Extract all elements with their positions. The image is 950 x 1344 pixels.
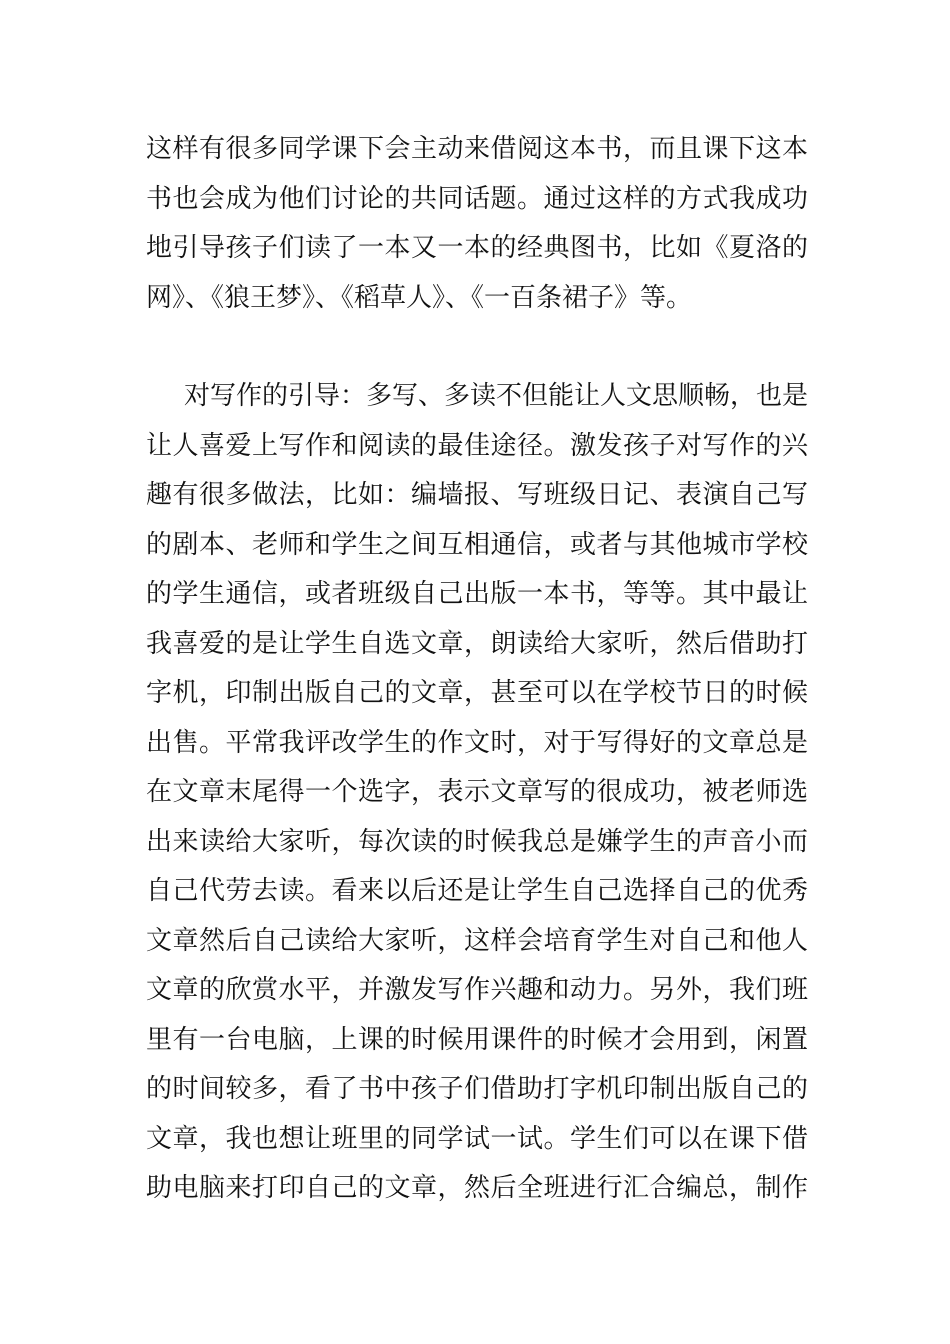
text-line: 让人喜爱上写作和阅读的最佳途径。激发孩子对写作的兴 [146, 430, 808, 461]
text-line: 我喜爱的是让学生自选文章，朗读给大家听，然后借助打 [146, 628, 808, 659]
text-line: 助电脑来打印自己的文章，然后全班进行汇合编总，制作 [146, 1173, 808, 1203]
text-line: 文章然后自己读给大家听，这样会培育学生对自己和他人 [146, 925, 808, 956]
text-line: 这样有很多同学课下会主动来借阅这本书，而且课下这本 [146, 134, 808, 164]
paragraph-reading-books [146, 125, 808, 323]
paragraph-writing-guidance [146, 372, 808, 1214]
text-line: 出售。平常我评改学生的作文时，对于写得好的文章总是 [146, 727, 808, 758]
text-line: 出来读给大家听，每次读的时候我总是嫌学生的声音小而 [146, 826, 808, 857]
text-line: 字机，印制出版自己的文章，甚至可以在学校节日的时候 [146, 678, 808, 708]
text-line: 地引导孩子们读了一本又一本的经典图书，比如《夏洛的 [146, 233, 808, 263]
text-line: 趣有很多做法，比如：编墙报、写班级日记、表演自己写 [146, 480, 808, 510]
text-line: 的时间较多，看了书中孩子们借助打字机印制出版自己的 [146, 1074, 808, 1104]
text-line: 文章的欣赏水平，并激发写作兴趣和动力。另外，我们班 [146, 975, 808, 1005]
text-line: 在文章末尾得一个选字，表示文章写的很成功，被老师选 [146, 777, 808, 807]
text-line: 里有一台电脑，上课的时候用课件的时候才会用到，闲置 [146, 1024, 808, 1055]
text-line: 的学生通信，或者班级自己出版一本书，等等。其中最让 [146, 579, 808, 609]
text-line: 网》、《狼王梦》、《稻草人》、《一百条裙子》等。 [146, 282, 693, 313]
text-line: 书也会成为他们讨论的共同话题。通过这样的方式我成功 [146, 183, 808, 214]
text-line: 文章，我也想让班里的同学试一试。学生们可以在课下借 [146, 1123, 808, 1154]
text-line: 的剧本、老师和学生之间互相通信，或者与其他城市学校 [146, 529, 808, 560]
text-line: 对写作的引导：多写、多读不但能让人文思顺畅，也是 [184, 381, 809, 411]
text-line: 自己代劳去读。看来以后还是让学生自己选择自己的优秀 [146, 876, 808, 906]
